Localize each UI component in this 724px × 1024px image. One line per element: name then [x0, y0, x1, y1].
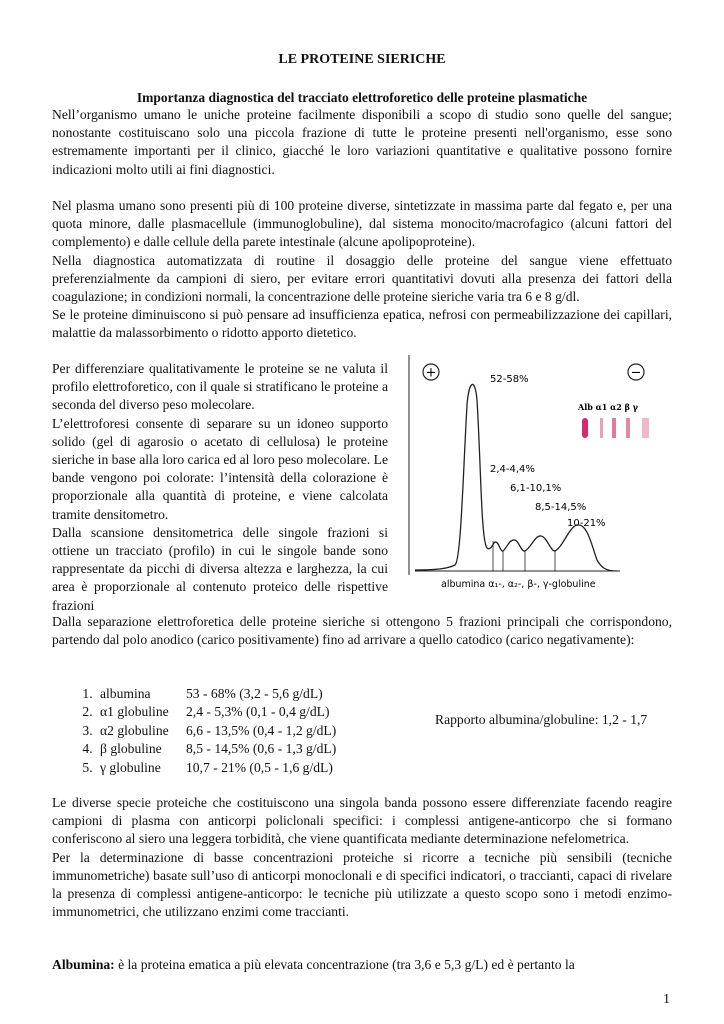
- peak-label-beta: 8,5-14,5%: [535, 502, 587, 513]
- peak-label-alpha1: 2,4-4,4%: [490, 464, 535, 475]
- paragraph-albumin: [52, 956, 672, 974]
- fractions-list: [52, 685, 336, 777]
- paragraph-5: Per differenziare qualitativamente le proteine se ne valuta il profilo elettroforetico, con il quale si stratificano le proteine a seconda del diverso peso molecolare.: [52, 361, 388, 413]
- list-item: 5. γ globuline 10,7 - 21% (0,5 - 1,6 g/dL): [96, 759, 336, 777]
- anode-symbol: +: [425, 365, 437, 381]
- paragraph-8: Dalla separazione elettroforetica delle proteine sieriche si ottengono 5 frazioni principali che corrispondono, partendo dal polo anodico (carico positivamente) fino ad arrivare a quello catodico (carico negativamente):: [52, 614, 672, 648]
- paragraph-1: Nell’organismo umano le uniche proteine facilmente disponibili a scopo di studio sono quelle del sangue; nonostante costituiscano solo una piccola frazione di tutte le proteine presenti nell'organismo, esse sono estremamente importanti per il clinico, giacché le loro variazioni quantitative e qualitative possono fornire indicazioni molto utili ai fini diagnostici.: [52, 107, 672, 177]
- paragraph-group-3: [52, 360, 388, 615]
- gel-band-gamma: [642, 418, 649, 438]
- densitometric-curve: [415, 384, 617, 571]
- section-subtitle: Importanza diagnostica del tracciato elettroforetico delle proteine plasmatiche: [136, 90, 588, 105]
- gel-band-beta: [626, 418, 630, 438]
- page-title: LE PROTEINE SIERICHE: [278, 52, 446, 67]
- gel-lane-labels: Alb α1 α2 β γ: [578, 402, 639, 412]
- peak-label-albumin: 52-58%: [490, 374, 529, 385]
- electrophoresis-figure: [405, 355, 673, 617]
- paragraph-4: Se le proteine diminuiscono si può pensare ad insufficienza epatica, nefrosi con permeabilizzazione dei capillari, malattie da malassorbimento o ridotto apporto dietetico.: [52, 307, 672, 341]
- peak-label-alpha2: 6,1-10,1%: [510, 483, 562, 494]
- paragraph-group-2: [52, 197, 672, 343]
- paragraph-3: Nella diagnostica automatizzata di routine il dosaggio delle proteine del sangue viene effettuato preferenzialmente da campioni di siero, per evitare errori quantitativi dovuti alla presenza dei fattori della coagulazione; in condizioni normali, la concentrazione delle proteine sieriche varia tra 6 e 8 g/dl.: [52, 252, 672, 305]
- paragraph-6: L’elettroforesi consente di separare su un idoneo supporto solido (gel di agarosio o acetato di cellulosa) le proteine sieriche in base alla loro carica ed al loro peso molecolare. Le bande vengono poi colorate: l’intensità della colorazione è proporzionale alla quantità di proteine, e viene calcolata tramite densitometro.: [52, 415, 388, 522]
- list-item: 4. β globuline 8,5 - 14,5% (0,6 - 1,3 g/dL): [96, 740, 336, 758]
- list-item: 3. α2 globuline 6,6 - 13,5% (0,4 - 1,2 g/dL): [96, 722, 336, 740]
- gel-band-albumin: [582, 418, 588, 438]
- peak-label-gamma: 10-21%: [567, 518, 606, 529]
- paragraph-11: è la proteina ematica a più elevata concentrazione (tra 3,6 e 5,3 g/L) ed è pertanto la: [114, 957, 575, 972]
- paragraph-group-4: [52, 613, 672, 649]
- albumin-globulin-ratio: Rapporto albumina/globuline: 1,2 - 1,7: [435, 712, 648, 727]
- x-axis-fractions: albumina α₁-, α₂-, β-, γ-globuline: [441, 579, 596, 590]
- paragraph-7: Dalla scansione densitometrica delle singole frazioni si ottiene un tracciato (profilo) in cui le singole bande sono rappresentate da picchi di diversa altezza e larghezza, la cui area è proporzionale al contenuto proteico delle rispettive frazioni: [52, 524, 388, 613]
- albumin-heading: Albumina:: [52, 957, 115, 972]
- paragraph-group-5: [52, 794, 672, 921]
- paragraph-10: Per la determinazione di basse concentrazioni proteiche si ricorre a tecniche più sensibili (tecniche immunometriche) basate sull’uso di anticorpi monoclonali e di specifici indicatori, o traccianti, capaci di rivelare la presenza di complessi antigene-anticorpo: le tecniche più utilizzate a questo scopo sono i metodi enzimo-immunometrici, che utilizzano enzimi come traccianti.: [52, 849, 672, 920]
- gel-band-alpha2: [612, 418, 616, 438]
- paragraph-2: Nel plasma umano sono presenti più di 100 proteine diverse, sintetizzate in massima parte dal fegato e, per una quota minore, dalle plasmacellule (immunoglobuline), dal sistema monocito/macrofagico (alcuni fattori del complemento) e dalle cellule della parete intestinale (alcune apolipoproteine).: [52, 198, 672, 250]
- list-item: 1. albumina 53 - 68% (3,2 - 5,6 g/dL): [96, 685, 336, 703]
- paragraph-intro: [52, 106, 672, 179]
- page-number: 1: [663, 992, 670, 1007]
- list-item: 2. α1 globuline 2,4 - 5,3% (0,1 - 0,4 g/dL): [96, 703, 336, 721]
- paragraph-9: Le diverse specie proteiche che costituiscono una singola banda possono essere differenziate facendo reagire campioni di plasma con anticorpi policlonali specifici: i complessi antigene-anticorpo che si formano conferiscono al siero una leggera torbidità, che viene quantificata mediante determinazione nefelometrica.: [52, 795, 672, 847]
- gel-band-alpha1: [600, 418, 603, 438]
- cathode-symbol: −: [630, 365, 642, 381]
